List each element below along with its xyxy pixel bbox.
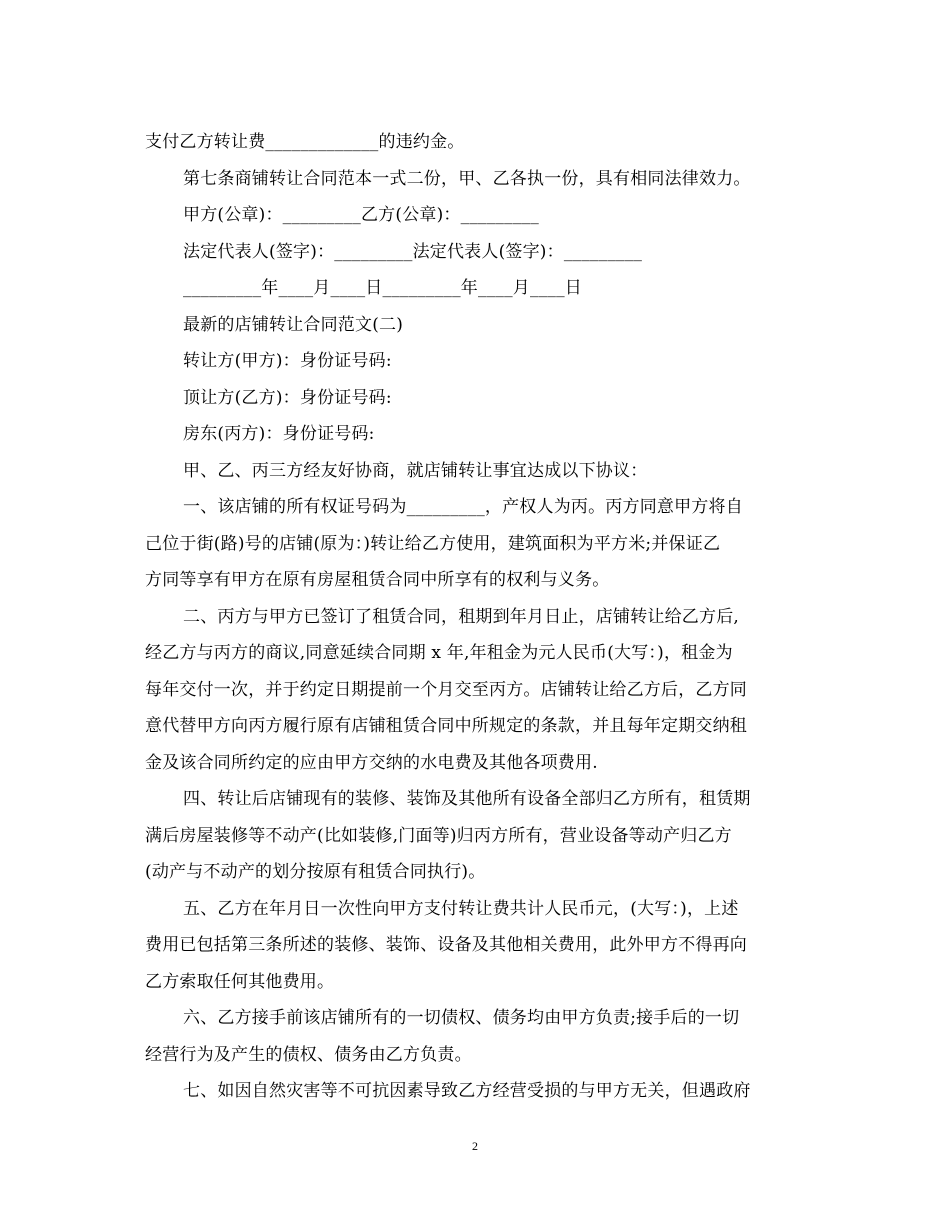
text-line: 第七条商铺转让合同范本一式二份，甲、乙各执一份，具有相同法律效力。 — [183, 168, 751, 189]
text-line: 支付乙方转让费_____________的违约金。 — [145, 132, 465, 152]
text-line: 一、该店铺的所有权证号码为_________，产权人为丙。丙方同意甲方将自 — [183, 497, 743, 517]
text-line: 乙方索取任何其他费用。 — [145, 971, 335, 992]
text-line: 满后房屋装修等不动产(比如装修,门面等)归丙方所有，营业设备等动产归乙方 — [145, 825, 732, 846]
text-line: _________年____月____日_________年____月____日 — [183, 278, 582, 298]
text-line: 转让方(甲方)：身份证号码: — [183, 351, 392, 371]
text-line: 顶让方(乙方)：身份证号码: — [183, 387, 392, 408]
text-line: 经营行为及产生的债权、债务由乙方负责。 — [145, 1044, 472, 1065]
text-line: 方同等享有甲方在原有房屋租赁合同中所享有的权利与义务。 — [145, 570, 610, 590]
text-line: 七、如因自然灾害等不可抗因素导致乙方经营受损的与甲方无关，但遇政府 — [183, 1081, 751, 1101]
document-body — [145, 124, 805, 1110]
text-line: 五、乙方在年月日一次性向甲方支付转让费共计人民币元，(大写：)，上述 — [183, 898, 739, 919]
text-line: 六、乙方接手前该店铺所有的一切债权、债务均由甲方负责;接手后的一切 — [183, 1008, 740, 1028]
text-line: 二、丙方与甲方已签订了租赁合同，租期到年月日止，店铺转让给乙方后, — [183, 606, 740, 627]
text-line: 意代替甲方向丙方履行原有店铺租赁合同中所规定的条款，并且每年定期交纳租 — [145, 716, 747, 736]
text-line: 四、转让后店铺现有的装修、装饰及其他所有设备全部归乙方所有，租赁期 — [183, 789, 751, 809]
text-line: 金及该合同所约定的应由甲方交纳的水电费及其他各项费用. — [145, 752, 598, 773]
text-line: 每年交付一次，并于约定日期提前一个月交至丙方。店铺转让给乙方后，乙方同 — [145, 679, 747, 700]
text-line: 经乙方与丙方的商议,同意延续合同期 x 年,年租金为元人民币(大写：)，租金为 — [145, 643, 733, 663]
text-line: 己位于街(路)号的店铺(原为：)转让给乙方使用，建筑面积为平方米;并保证乙 — [145, 533, 721, 554]
text-line: (动产与不动产的划分按原有租赁合同执行)。 — [145, 862, 486, 882]
text-line: 费用已包括第三条所述的装修、装饰、设备及其他相关费用，此外甲方不得再向 — [145, 935, 747, 955]
text-line: 最新的店铺转让合同范文(二) — [183, 314, 404, 335]
text-line: 甲方(公章)：_________乙方(公章)：_________ — [183, 205, 539, 225]
text-line: 甲、乙、丙三方经友好协商，就店铺转让事宜达成以下协议： — [183, 460, 648, 481]
text-line: 法定代表人(签字)：_________法定代表人(签字)：_________ — [183, 241, 643, 262]
page-number: 2 — [472, 1139, 478, 1153]
text-line: 房东(丙方)：身份证号码: — [183, 424, 375, 444]
